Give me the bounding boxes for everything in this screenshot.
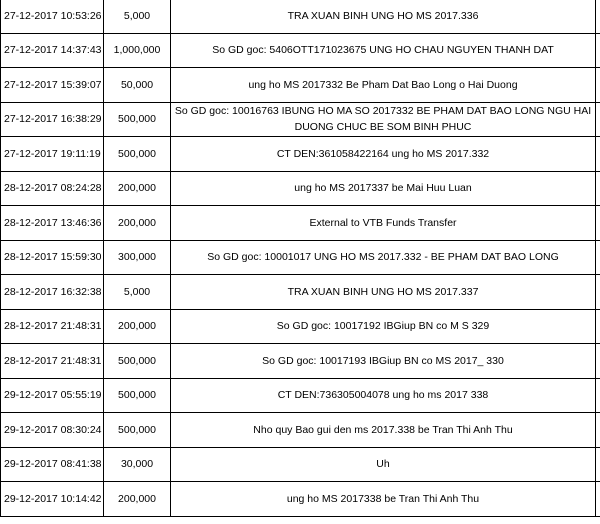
trailing-cell	[596, 482, 600, 517]
date-cell: 29-12-2017 05:55:19	[1, 378, 104, 413]
description-cell: Nho quy Bao gui den ms 2017.338 be Tran Thi Anh Thu	[171, 413, 596, 448]
date-cell: 28-12-2017 21:48:31	[1, 309, 104, 344]
table-row	[1, 171, 600, 206]
amount-cell: 500,000	[104, 102, 171, 137]
description-cell: External to VTB Funds Transfer	[171, 206, 596, 241]
table-row	[1, 413, 600, 448]
table-row	[1, 206, 600, 241]
table-row	[1, 68, 600, 103]
trailing-cell	[596, 309, 600, 344]
trailing-cell	[596, 171, 600, 206]
table-row	[1, 378, 600, 413]
trailing-cell	[596, 68, 600, 103]
amount-cell: 500,000	[104, 137, 171, 172]
description-cell: So GD goc: 10017192 IBGiup BN co M S 329	[171, 309, 596, 344]
date-cell: 27-12-2017 19:11:19	[1, 137, 104, 172]
trailing-cell	[596, 344, 600, 379]
date-cell: 27-12-2017 14:37:43	[1, 33, 104, 68]
amount-cell: 500,000	[104, 344, 171, 379]
date-cell: 29-12-2017 08:30:24	[1, 413, 104, 448]
date-cell: 29-12-2017 10:14:42	[1, 482, 104, 517]
trailing-cell	[596, 413, 600, 448]
amount-cell: 200,000	[104, 309, 171, 344]
date-cell: 27-12-2017 10:53:26	[1, 0, 104, 33]
description-cell: So GD goc: 10016763 IBUNG HO MA SO 2017332 BE PHAM DAT BAO LONG NGU HAI DUONG CHUC BE SOM BINH PHUC	[171, 102, 596, 137]
trailing-cell	[596, 447, 600, 482]
description-cell: So GD goc: 5406OTT171023675 UNG HO CHAU NGUYEN THANH DAT	[171, 33, 596, 68]
date-cell: 27-12-2017 16:38:29	[1, 102, 104, 137]
date-cell: 27-12-2017 15:39:07	[1, 68, 104, 103]
amount-cell: 5,000	[104, 0, 171, 33]
amount-cell: 300,000	[104, 240, 171, 275]
table-row	[1, 447, 600, 482]
description-cell: ung ho MS 2017337 be Mai Huu Luan	[171, 171, 596, 206]
date-cell: 28-12-2017 08:24:28	[1, 171, 104, 206]
trailing-cell	[596, 206, 600, 241]
transaction-table-body	[1, 0, 600, 516]
trailing-cell	[596, 0, 600, 33]
description-cell: Uh	[171, 447, 596, 482]
table-row	[1, 275, 600, 310]
description-cell: So GD goc: 10001017 UNG HO MS 2017.332 - BE PHAM DAT BAO LONG	[171, 240, 596, 275]
amount-cell: 1,000,000	[104, 33, 171, 68]
date-cell: 29-12-2017 08:41:38	[1, 447, 104, 482]
amount-cell: 200,000	[104, 171, 171, 206]
table-row	[1, 102, 600, 137]
date-cell: 28-12-2017 13:46:36	[1, 206, 104, 241]
trailing-cell	[596, 137, 600, 172]
description-cell: So GD goc: 10017193 IBGiup BN co MS 2017_ 330	[171, 344, 596, 379]
table-row	[1, 137, 600, 172]
trailing-cell	[596, 275, 600, 310]
amount-cell: 500,000	[104, 413, 171, 448]
description-cell: TRA XUAN BINH UNG HO MS 2017.337	[171, 275, 596, 310]
amount-cell: 500,000	[104, 378, 171, 413]
date-cell: 28-12-2017 16:32:38	[1, 275, 104, 310]
table-row	[1, 344, 600, 379]
description-cell: ung ho MS 2017338 be Tran Thi Anh Thu	[171, 482, 596, 517]
table-row	[1, 309, 600, 344]
table-row	[1, 33, 600, 68]
date-cell: 28-12-2017 15:59:30	[1, 240, 104, 275]
trailing-cell	[596, 240, 600, 275]
table-row	[1, 482, 600, 517]
amount-cell: 50,000	[104, 68, 171, 103]
trailing-cell	[596, 378, 600, 413]
trailing-cell	[596, 102, 600, 137]
description-cell: TRA XUAN BINH UNG HO MS 2017.336	[171, 0, 596, 33]
amount-cell: 200,000	[104, 206, 171, 241]
amount-cell: 30,000	[104, 447, 171, 482]
description-cell: ung ho MS 2017332 Be Pham Dat Bao Long o Hai Duong	[171, 68, 596, 103]
date-cell: 28-12-2017 21:48:31	[1, 344, 104, 379]
trailing-cell	[596, 33, 600, 68]
description-cell: CT DEN:736305004078 ung ho ms 2017 338	[171, 378, 596, 413]
table-row	[1, 0, 600, 33]
amount-cell: 200,000	[104, 482, 171, 517]
table-row	[1, 240, 600, 275]
description-cell: CT DEN:361058422164 ung ho MS 2017.332	[171, 137, 596, 172]
amount-cell: 5,000	[104, 275, 171, 310]
